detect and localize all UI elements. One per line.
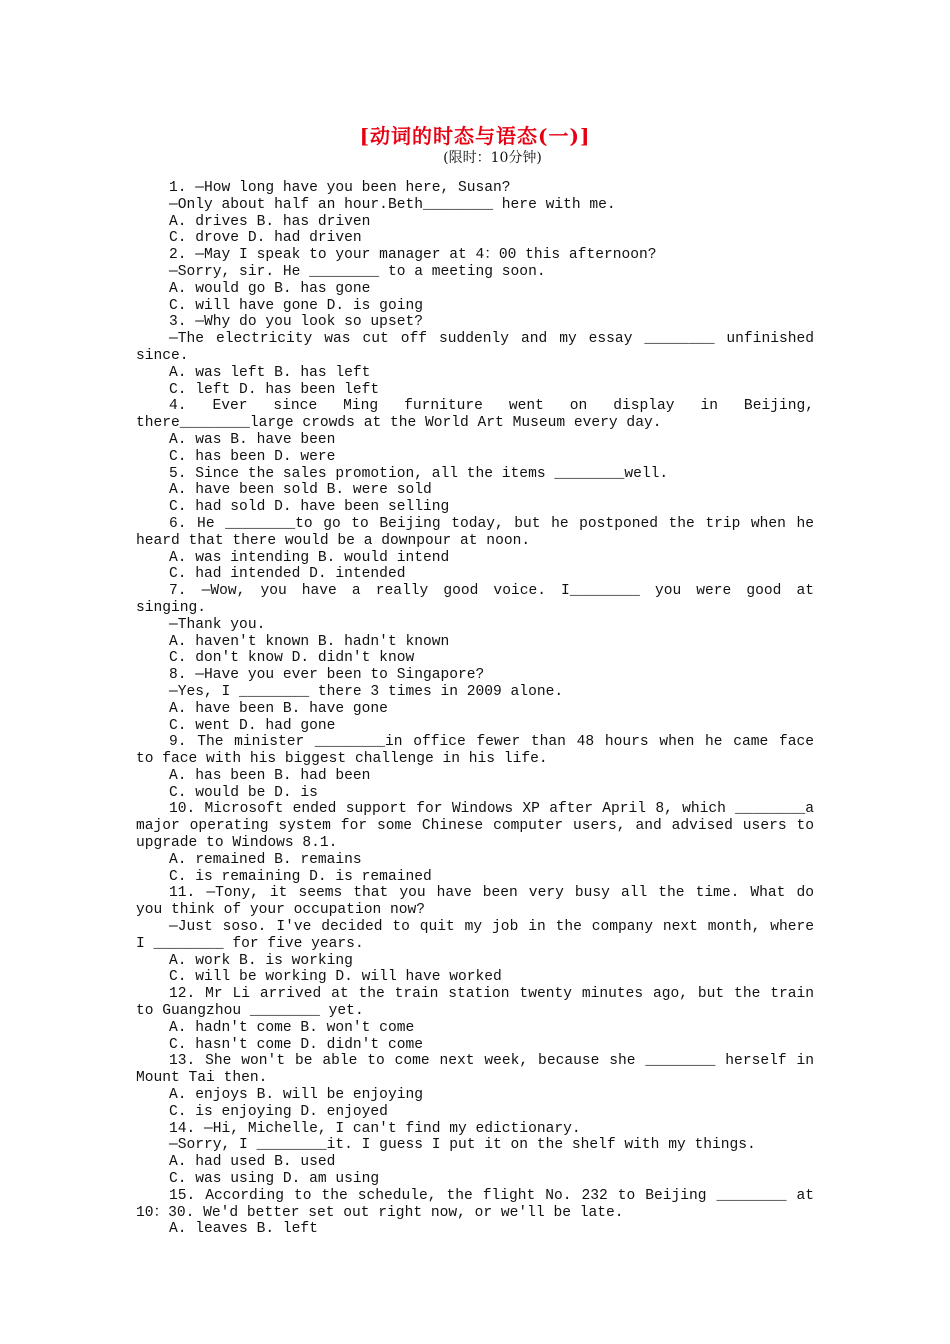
- exercise-line: C. drove D. had driven: [169, 230, 362, 247]
- exercise-line: C. is remaining D. is remained: [169, 868, 432, 885]
- exercise-line: 11. —Tony, it seems that you have been very busy all the time. What do you think of your occupation now?: [136, 885, 814, 919]
- exercise-line: 8. —Have you ever been to Singapore?: [169, 667, 485, 684]
- exercise-line: —Sorry, I ________it. I guess I put it on the shelf with my things.: [169, 1137, 756, 1154]
- exercise-line: 1. —How long have you been here, Susan?: [169, 180, 511, 196]
- exercise-body: [136, 180, 814, 1238]
- exercise-line: —Thank you.: [169, 616, 266, 633]
- exercise-line: —Just soso. I've decided to quit my job in the company next month, where I ________ for five years.: [136, 919, 814, 952]
- exercise-line: 6. He ________to go to Beijing today, but he postponed the trip when he heard that there would be a downpour at noon.: [136, 515, 814, 549]
- exercise-line: C. will be working D. will have worked: [169, 969, 502, 986]
- exercise-line: C. is enjoying D. enjoyed: [169, 1103, 388, 1120]
- exercise-line: A. have been B. have gone: [169, 700, 388, 717]
- exercise-line: A. haven't known B. hadn't known: [169, 633, 450, 650]
- exercise-line: C. would be D. is: [169, 784, 318, 801]
- exercise-line: A. drives B. has driven: [169, 213, 371, 230]
- exercise-line: C. went D. had gone: [169, 717, 336, 734]
- exercise-line: 10. Microsoft ended support for Windows XP after April 8, which ________a major operating system for some Chinese computer users, and advised users to upgrade to Windows 8.1.: [136, 801, 814, 852]
- exercise-line: —Sorry, sir. He ________ to a meeting soon.: [169, 263, 546, 280]
- exercise-line: A. was B. have been: [169, 431, 336, 448]
- exercise-line: C. has been D. were: [169, 448, 336, 465]
- exercise-line: C. had sold D. have been selling: [169, 499, 450, 516]
- exercise-line: —Only about half an hour.Beth________ here with me.: [169, 196, 616, 213]
- exercise-line: 3. —Why do you look so upset?: [169, 314, 423, 331]
- exercise-line: C. had intended D. intended: [169, 566, 406, 583]
- exercise-line: 15. According to the schedule, the flight No. 232 to Beijing ________ at 10：30. We'd better set out right now, or we'll be late.: [136, 1187, 814, 1221]
- exercise-line: —The electricity was cut off suddenly and my essay ________ unfinished since.: [136, 331, 814, 364]
- exercise-line: 9. The minister ________in office fewer than 48 hours when he came face to face with his biggest challenge in his life.: [136, 734, 814, 768]
- exercise-line: A. had used B. used: [169, 1154, 336, 1171]
- document-title: [动词的时态与语态(一)]: [359, 124, 591, 148]
- exercise-line: 4. Ever since Ming furniture went on display in Beijing, there________large crowds at the World Art Museum every day.: [136, 398, 814, 432]
- exercise-line: C. don't know D. didn't know: [169, 650, 415, 667]
- exercise-line: A. would go B. has gone: [169, 280, 371, 297]
- exercise-line: A. have been sold B. were sold: [169, 482, 432, 499]
- exercise-line: C. left D. has been left: [169, 381, 380, 398]
- exercise-line: A. was left B. has left: [169, 364, 371, 381]
- exercise-line: A. remained B. remains: [169, 851, 362, 868]
- exercise-line: A. work B. is working: [169, 952, 353, 969]
- exercise-line: 13. She won't be able to come next week, because she ________ herself in Mount Tai then.: [136, 1053, 814, 1087]
- exercise-line: 12. Mr Li arrived at the train station twenty minutes ago, but the train to Guangzhou ________ yet.: [136, 986, 814, 1020]
- time-limit-note: (限时：10分钟): [443, 150, 542, 166]
- exercise-line: A. leaves B. left: [169, 1221, 318, 1238]
- exercise-line: A. hadn't come B. won't come: [169, 1019, 415, 1036]
- exercise-line: C. will have gone D. is going: [169, 297, 423, 314]
- exercise-line: C. hasn't come D. didn't come: [169, 1036, 423, 1053]
- exercise-line: C. was using D. am using: [169, 1171, 380, 1188]
- exercise-line: 7. —Wow, you have a really good voice. I________ you were good at singing.: [136, 583, 814, 616]
- exercise-line: A. enjoys B. will be enjoying: [169, 1087, 423, 1104]
- exercise-line: 5. Since the sales promotion, all the items ________well.: [169, 465, 669, 482]
- exercise-line: —Yes, I ________ there 3 times in 2009 alone.: [169, 683, 564, 700]
- exercise-line: A. was intending B. would intend: [169, 549, 450, 566]
- exercise-line: 14. —Hi, Michelle, I can't find my edictionary.: [169, 1120, 581, 1137]
- exercise-line: 2. —May I speak to your manager at 4：00 this afternoon?: [169, 247, 657, 264]
- exercise-line: A. has been B. had been: [169, 767, 371, 784]
